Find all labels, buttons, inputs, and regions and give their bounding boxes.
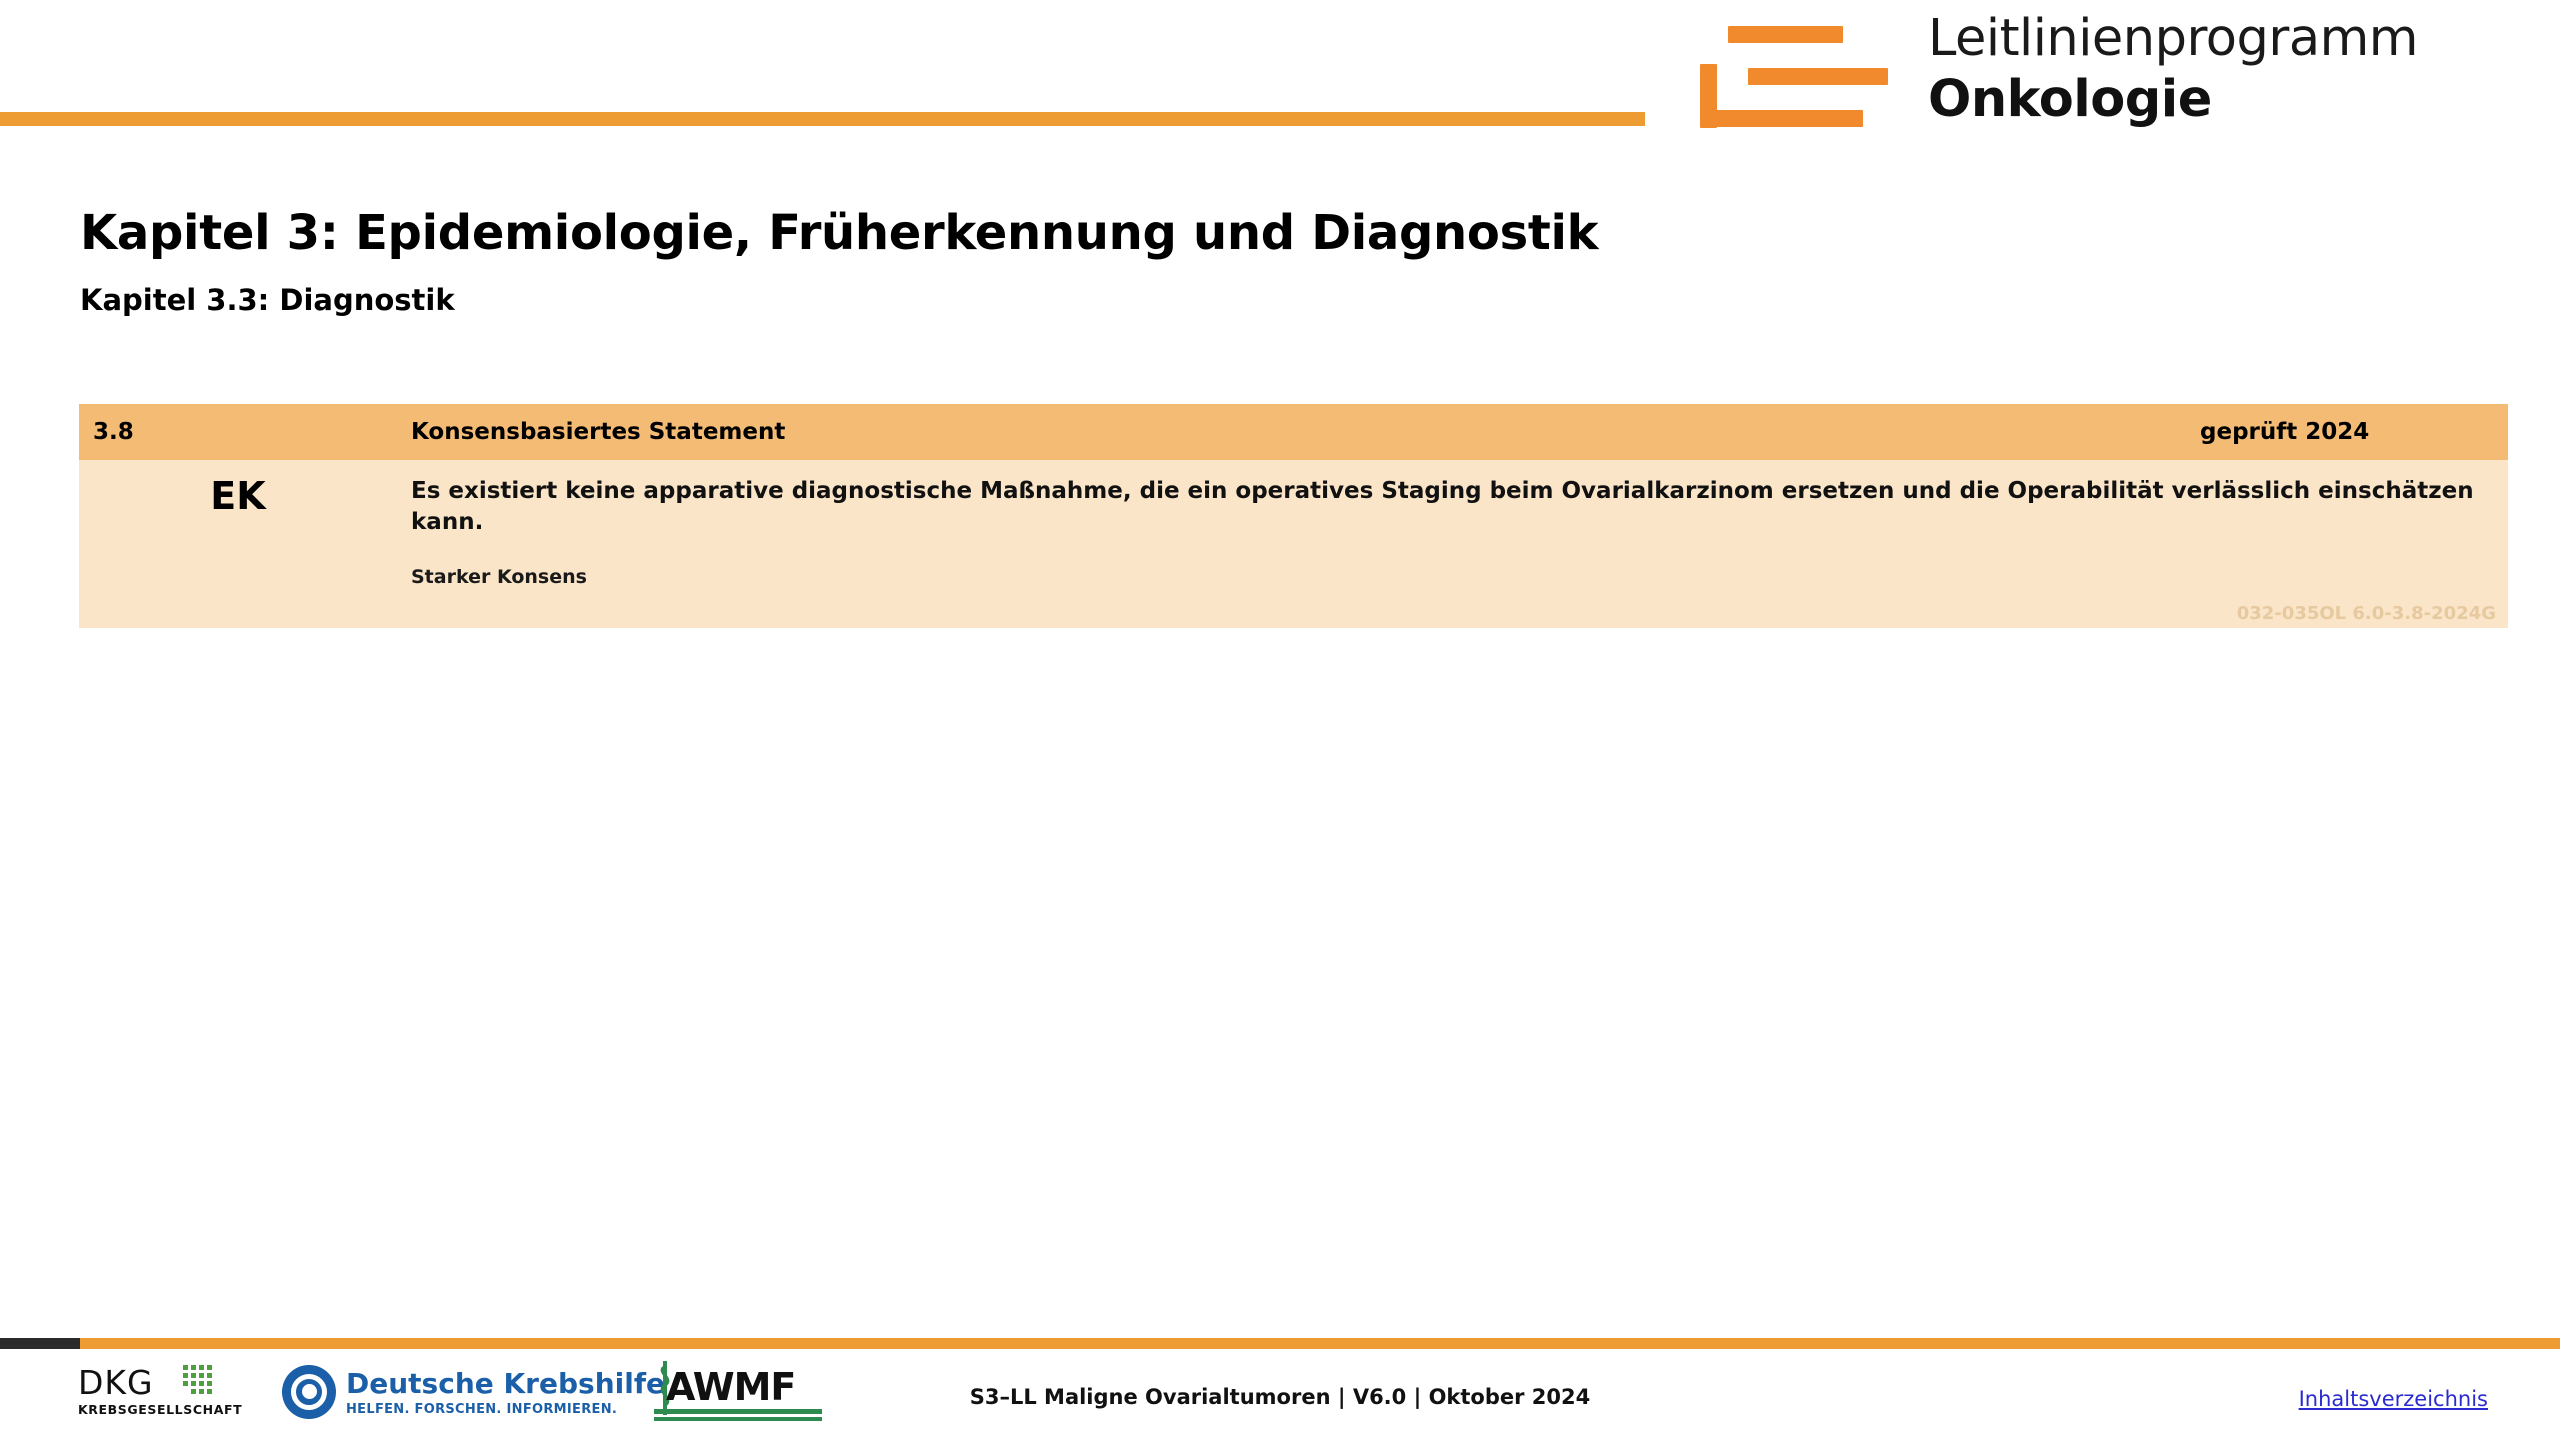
footer-accent-rule (0, 1338, 2560, 1349)
logo-line-2: Onkologie (1928, 70, 2212, 129)
empty-cell (79, 556, 397, 628)
logo-bars-icon (1700, 16, 1920, 136)
table-row (79, 556, 2508, 628)
krebshilfe-wordmark: Deutsche Krebshilfe (346, 1367, 665, 1400)
page-subtitle: Kapitel 3.3: Diagnostik (80, 283, 455, 317)
toc-link[interactable]: Inhaltsverzeichnis (2298, 1387, 2488, 1411)
consensus-strength: Starker Konsens (397, 556, 2184, 628)
table-row (79, 404, 2508, 460)
status-badge: geprüft 2024 (2184, 404, 2508, 460)
source-code-cell (2184, 556, 2508, 628)
statement-number: 3.8 (79, 404, 397, 460)
table-row (79, 460, 2508, 556)
page-footer (0, 1349, 2560, 1440)
krebshilfe-tagline: HELFEN. FORSCHEN. INFORMIEREN. (346, 1402, 618, 1417)
logo-text (1928, 8, 2518, 130)
header-accent-rule (0, 112, 1645, 126)
page-header (0, 0, 2560, 150)
evidence-grade: EK (79, 460, 397, 556)
leitlinienprogramm-logo (1680, 8, 2520, 143)
statement-table (79, 404, 2508, 628)
dkg-wordmark: DKG (78, 1363, 154, 1402)
awmf-wordmark: AWMF (666, 1365, 796, 1409)
dkg-subtitle: KREBSGESELLSCHAFT (78, 1402, 243, 1417)
source-code: 032-035OL 6.0-3.8-2024G (2236, 603, 2496, 624)
footer-citation: S3–LL Maligne Ovarialtumoren | V6.0 | Oktober 2024 (969, 1385, 1591, 1409)
footer-rule-left-cap (0, 1338, 80, 1349)
logo-line-1: Leitlinienprogramm (1928, 9, 2418, 68)
awmf-underline-2 (654, 1417, 822, 1421)
page-title: Kapitel 3: Epidemiologie, Früherkennung und Diagnostik (80, 205, 1599, 261)
awmf-underline (654, 1409, 822, 1414)
statement-text: Es existiert keine apparative diagnostische Maßnahme, die ein operatives Staging beim Ovarialkarzinom ersetzen und die Operabilität verlässlich einschätzen kann. (397, 460, 2508, 556)
statement-type-label: Konsensbasiertes Statement (397, 404, 2184, 460)
